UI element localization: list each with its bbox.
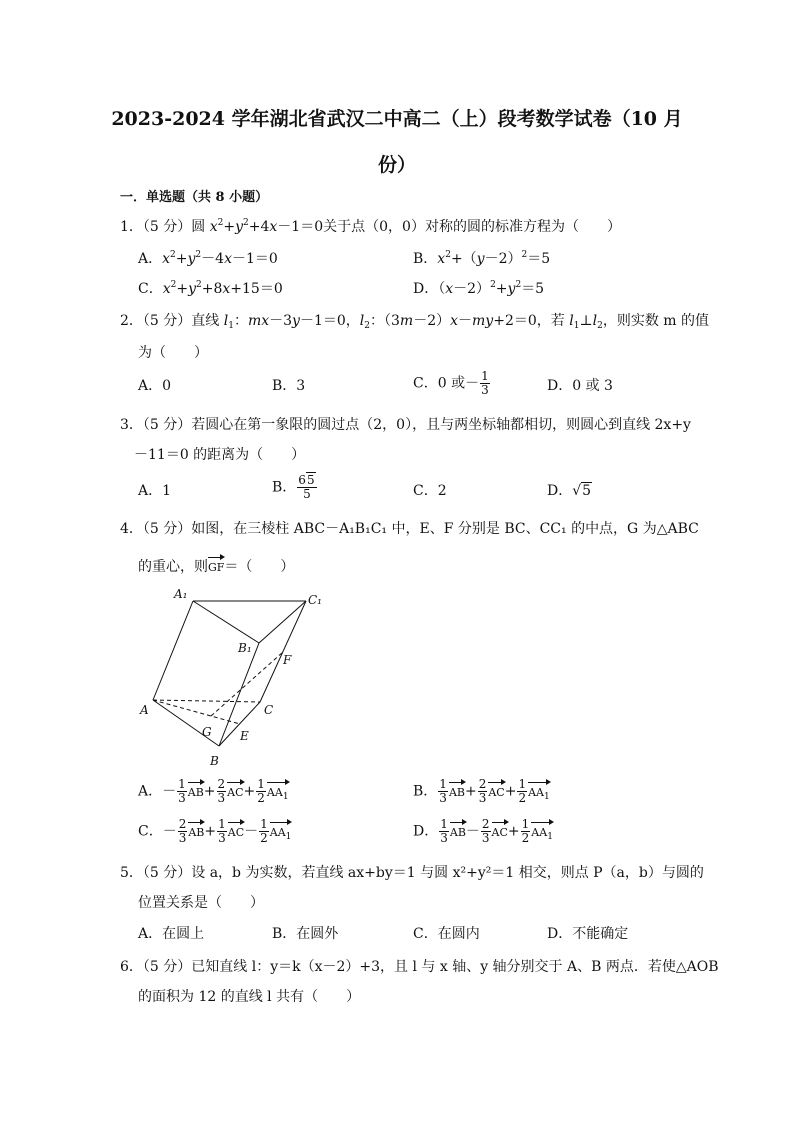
q2-option-a: A．0	[138, 378, 172, 394]
label-b1: B₁	[238, 641, 252, 655]
title-line-1: 2023-2024 学年湖北省武汉二中高二（上）段考数学试卷（10 月	[111, 108, 683, 130]
q1-option-b: B．$x^2+(y-2)^2=5$	[413, 250, 551, 267]
question-6: 6．（5 分）已知直线 l：y＝k（x－2）+3，且 l 与 x 轴、y 轴分别交于 A、B 两点．若使△AOB	[120, 959, 719, 975]
question-4-line-2: 的重心，则GF＝（ ）	[138, 556, 294, 577]
q5-option-b: B．在圆外	[272, 926, 339, 942]
question-5: 5．（5 分）设 a，b 为实数，若直线 ax+by＝1 与圆 x²+y²＝1 相交，则点 P（a，b）与圆的	[120, 865, 704, 881]
label-f: F	[283, 653, 292, 667]
median-a-e	[153, 700, 240, 724]
q1-option-c: C．$x^2+y^2+8x+15=0$	[138, 280, 283, 297]
q4-option-c: C．－ $\frac{2}{3}$ AB+ $\frac{1}{3}$ AC－ $\frac{1}{2}$ $AA_1$	[138, 817, 292, 845]
label-a1: A₁	[174, 587, 188, 601]
question-5-line-2: 位置关系是（ ）	[138, 895, 264, 911]
question-6-line-2: 的面积为 12 的直线 l 共有（ ）	[138, 989, 361, 1005]
prism-figure	[130, 580, 350, 780]
edge-a1-b1	[193, 601, 259, 643]
q2-option-d: D．0 或 3	[547, 378, 613, 394]
q3-option-d: D．√5	[547, 483, 592, 499]
question-2-line-2: 为（ ）	[138, 345, 208, 361]
q3-option-b: B． $\frac{65}{5}$	[272, 473, 315, 501]
q5-option-d: D．不能确定	[547, 926, 629, 942]
question-4: 4．（5 分）如图，在三棱柱 ABC－A₁B₁C₁ 中，E、F 分别是 BC、CC₁ 的中点，G 为△ABC	[120, 521, 699, 537]
edge-a-b	[153, 700, 219, 746]
label-g: G	[202, 725, 212, 739]
title-line-2: 份）	[377, 154, 416, 176]
q4-option-b: B． $\frac{1}{3}$ AB+ $\frac{2}{3}$ AC+ $\frac{1}{2}$ $AA_1$	[413, 777, 550, 805]
q1-option-d: D．$(x-2)^2+y^2=5$	[413, 280, 545, 297]
q3-option-c: C．2	[413, 483, 447, 499]
label-b: B	[210, 754, 219, 768]
question-3-line-2: －11＝0 的距离为（ ）	[134, 447, 306, 463]
q4-option-d: D． $\frac{1}{3}$ AB－ $\frac{2}{3}$ AC+ $\frac{1}{2}$ $AA_1$	[413, 817, 553, 845]
question-1: 1．（5 分）圆 $x^2+y^2+4x-1=0$关于点（0，0）对称的圆的标准方程为（ ）	[120, 218, 621, 235]
edge-c1-c	[260, 601, 306, 702]
label-c: C	[264, 703, 274, 717]
edge-a-c-hidden	[153, 700, 260, 702]
q2-option-c: C．0 或－ $\frac{1}{3}$	[413, 369, 489, 397]
label-c1: C₁	[308, 593, 322, 607]
label-a: A	[140, 703, 149, 717]
q5-option-a: A．在圆上	[138, 926, 205, 942]
q3-option-a: A．1	[138, 483, 172, 499]
edge-a1-a	[153, 601, 193, 700]
question-3: 3．（5 分）若圆心在第一象限的圆过点（2，0），且与两坐标轴都相切，则圆心到直线 2x+y	[120, 417, 691, 433]
edge-c1-b1	[259, 601, 306, 643]
page-title	[0, 96, 794, 188]
section-heading: 一．单选题（共 8 小题）	[120, 190, 269, 205]
q1-option-a: A．$x^2+y^2-4x-1=0$	[138, 250, 278, 267]
edge-b1-b	[219, 643, 259, 746]
label-e: E	[240, 729, 249, 743]
q4-option-a: A．－ $\frac{1}{3}$ AB+ $\frac{2}{3}$ AC+ $\frac{1}{2}$ $AA_1$	[138, 777, 289, 805]
q2-option-b: B．3	[272, 378, 306, 394]
question-2: 2．（5 分）直线 $l_1$：mx－3y－1＝0，$l_2$：（3m－2）x－my+2＝0，若 $l_1\perp l_2$，则实数 m 的值	[120, 313, 710, 331]
q5-option-c: C．在圆内	[413, 926, 480, 942]
